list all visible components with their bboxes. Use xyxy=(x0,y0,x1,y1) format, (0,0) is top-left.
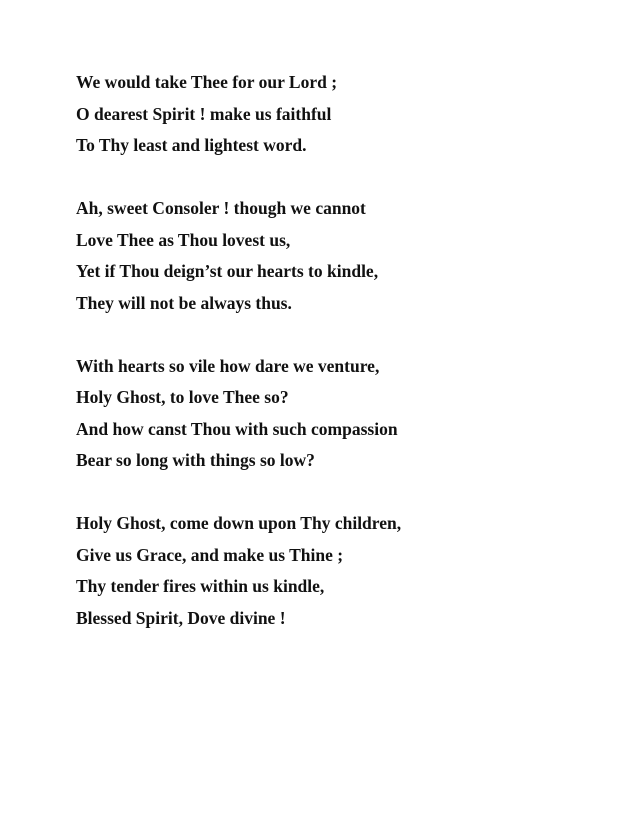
poem-line: Holy Ghost, come down upon Thy children, xyxy=(76,513,402,533)
poem-line: Blessed Spirit, Dove divine ! xyxy=(76,607,286,628)
poem-line: Yet if Thou deign’st our hearts to kindle, xyxy=(76,261,379,281)
stanza-4 xyxy=(76,513,616,639)
poem-line: Ah, sweet Consoler ! though we cannot xyxy=(76,198,366,218)
stanza-2 xyxy=(76,198,616,324)
stanza-1 xyxy=(76,72,616,167)
poem-line: Give us Grace, and make us Thine ; xyxy=(76,544,344,565)
stanza-spacer xyxy=(76,167,616,199)
poem-line: They will not be always thus. xyxy=(76,292,292,313)
stanza-spacer xyxy=(76,482,616,514)
poem-line: We would take Thee for our Lord ; xyxy=(76,72,338,92)
poem-line: Love Thee as Thou lovest us, xyxy=(76,229,291,250)
poem-body xyxy=(76,72,616,639)
poem-line: O dearest Spirit ! make us faithful xyxy=(76,103,332,124)
stanza-spacer xyxy=(76,324,616,356)
poem-line: To Thy least and lightest word. xyxy=(76,135,307,155)
poem-line: Thy tender fires within us kindle, xyxy=(76,576,325,596)
stanza-3 xyxy=(76,356,616,482)
poem-line: Bear so long with things so low? xyxy=(76,450,315,470)
poem-line: With hearts so vile how dare we venture, xyxy=(76,355,380,376)
poem-line: And how canst Thou with such compassion xyxy=(76,418,398,439)
poem-line: Holy Ghost, to love Thee so? xyxy=(76,387,289,407)
